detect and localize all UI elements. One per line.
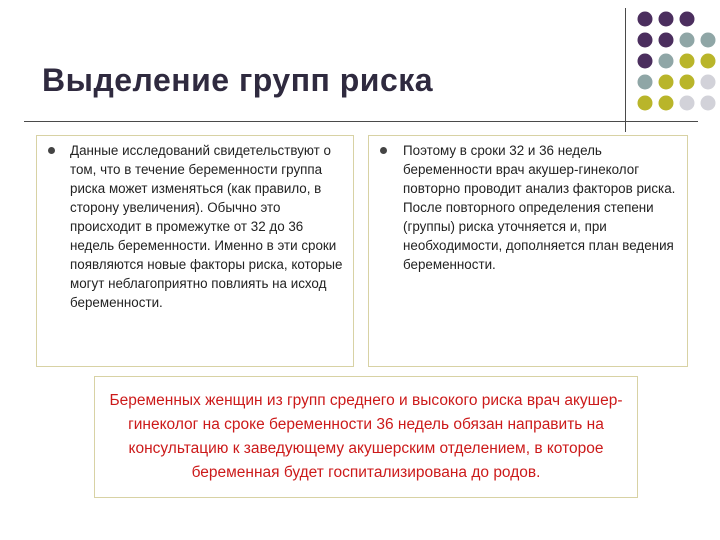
decorative-dot <box>680 33 695 48</box>
decorative-dot <box>701 54 716 69</box>
decorative-dot <box>701 33 716 48</box>
right-text-box <box>368 135 688 367</box>
decorative-dot <box>659 12 674 27</box>
decorative-dot <box>659 33 674 48</box>
left-text-box <box>36 135 354 367</box>
left-bullet-text: Данные исследований свидетельствуют о том, что в течение беременности группа риска может изменяться (как правило, в сторону увеличения). Обычно это происходит в промежутке от 32 до 36 недель беременности. Именно в эти сроки появляются новые факторы риска, которые могут неблагоприятно повлиять на исход беременности. <box>70 143 343 310</box>
decorative-dot <box>638 12 653 27</box>
right-bullet-text: Поэтому в сроки 32 и 36 недель беременности врач акушер-гинеколог повторно проводит анализ факторов риска. После повторного определения степени (группы) риска уточняется и, при необходимости, дополняется план ведения беременности. <box>403 143 676 272</box>
decorative-dot <box>659 96 674 111</box>
slide-title: Выделение групп риска <box>42 62 434 98</box>
decorative-dot <box>659 54 674 69</box>
decorative-dot <box>701 75 716 90</box>
horizontal-divider-line <box>24 121 698 122</box>
decorative-dot <box>638 96 653 111</box>
highlight-text: Беременных женщин из групп среднего и высокого риска врач акушер-гинеколог на сроке беременности 36 недель обязан направить на консультацию к заведующему акушерским отделением, в которое беременная будет госпитализирована до родов. <box>109 392 623 481</box>
decorative-dot <box>680 54 695 69</box>
bullet-dot-icon <box>48 147 55 154</box>
highlight-box <box>94 376 638 498</box>
decorative-dot <box>638 54 653 69</box>
bullet-dot-icon <box>380 147 387 154</box>
decorative-dot <box>680 75 695 90</box>
decorative-dot <box>638 33 653 48</box>
decorative-dot <box>680 12 695 27</box>
decorative-dot <box>680 96 695 111</box>
decorative-dot <box>638 75 653 90</box>
decorative-dot <box>659 75 674 90</box>
decorative-dot <box>701 96 716 111</box>
decorative-dot-grid <box>636 10 720 120</box>
vertical-divider-line <box>625 8 626 132</box>
